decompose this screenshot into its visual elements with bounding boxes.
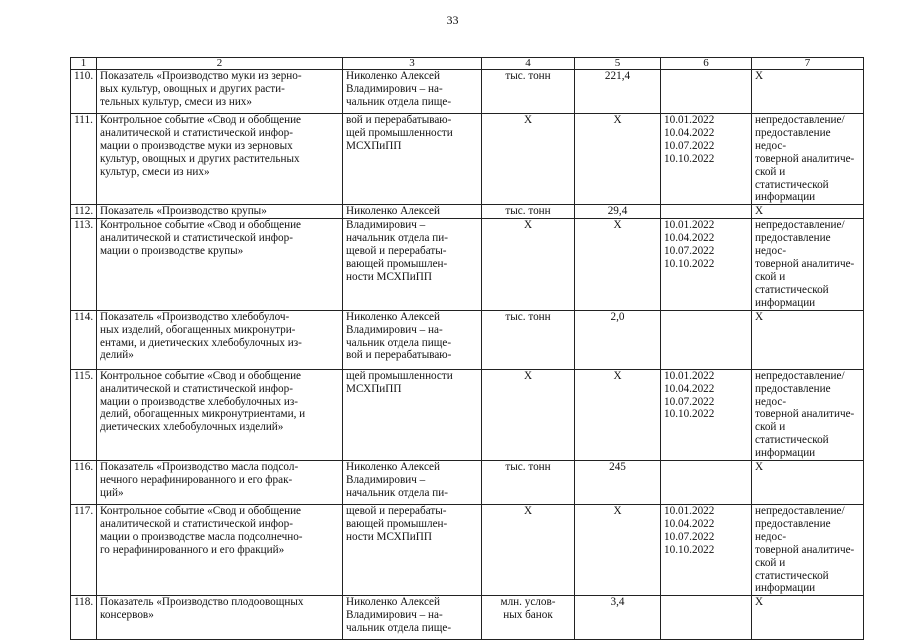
row-number: 112.: [71, 205, 97, 219]
row-number: 113.: [71, 219, 97, 310]
row-number: 118.: [71, 596, 97, 640]
risk-cell: [752, 205, 864, 219]
unit-text: Х: [523, 369, 533, 382]
column-header: 7: [752, 58, 864, 70]
indicator-text: Показатель «Производство масла подсол- нечного нерафинированного и его фрак- ций»: [100, 461, 299, 499]
indicator-text: Показатель «Производство крупы»: [100, 205, 267, 218]
indicator-text: Показатель «Производство хлебобулоч- ных изделий, обогащенных микронутри- ентами, и диетических хлебобулочных из- делий»: [100, 310, 302, 362]
responsible-text: щей промышленности МСХПиПП: [346, 369, 453, 395]
dates-cell: [661, 205, 752, 219]
risk-text: Х: [755, 70, 764, 82]
header-row: [71, 58, 864, 70]
risk-cell: [752, 70, 864, 114]
risk-cell: [752, 310, 864, 369]
unit-text: тыс. тонн: [505, 310, 551, 323]
dates-text: 10.01.2022 10.04.2022 10.07.2022 10.10.2022: [664, 505, 715, 556]
indicator-cell: [97, 114, 343, 205]
risk-text: Х: [755, 205, 764, 218]
responsible-text: Николенко Алексей: [346, 205, 441, 218]
responsible-cell: [343, 114, 482, 205]
dates-text: 10.01.2022 10.04.2022 10.07.2022 10.10.2022: [664, 219, 715, 271]
unit-text: Х: [523, 114, 533, 126]
unit-text: тыс. тонн: [505, 461, 551, 474]
indicator-cell: [97, 205, 343, 219]
responsible-text: вой и перерабатываю- щей промышленности МСХПиПП: [346, 114, 453, 152]
responsible-cell: [343, 461, 482, 505]
unit-cell: [482, 114, 575, 205]
indicator-cell: [97, 310, 343, 369]
risk-text: непредоставление/ предоставление недос- товерной аналитиче- ской и статистической информации: [755, 114, 855, 204]
indicator-text: Контрольное событие «Свод и обобщение аналитической и статистической инфор- мации о производстве хлебобулочных из- делий, обогащенных микронутриентами, и диетических хлебобулочных изделий»: [100, 369, 306, 434]
indicator-text: Контрольное событие «Свод и обобщение аналитической и статистической инфор- мации о производстве масла подсолнечно- го нерафинированного и его фракций»: [100, 505, 303, 556]
risk-cell: [752, 505, 864, 596]
responsible-text: Николенко Алексей Владимирович – на- чальник отдела пище- вой и перерабатываю-: [346, 310, 452, 362]
responsible-cell: [343, 310, 482, 369]
row-number: 110.: [71, 70, 97, 114]
dates-cell: [661, 461, 752, 505]
page-number: 33: [446, 13, 459, 27]
value-cell: Х: [575, 369, 661, 460]
row-number: 114.: [71, 310, 97, 369]
indicator-text: Показатель «Производство муки из зерно- вых культур, овощных и других расти- тельных культур, смеси из них»: [100, 70, 302, 108]
unit-cell: [482, 505, 575, 596]
dates-cell: [661, 219, 752, 310]
column-header: 2: [97, 58, 343, 70]
risk-text: Х: [755, 310, 764, 323]
responsible-text: щевой и перерабаты- вающей промышлен- ности МСХПиПП: [346, 505, 448, 543]
dates-cell: [661, 114, 752, 205]
row-number: 116.: [71, 461, 97, 505]
unit-cell: [482, 369, 575, 460]
column-header: 5: [575, 58, 661, 70]
value-cell: 29,4: [575, 205, 661, 219]
dates-cell: [661, 596, 752, 640]
table-row: [71, 369, 864, 460]
indicator-cell: [97, 461, 343, 505]
table-row: [71, 461, 864, 505]
dates-cell: [661, 505, 752, 596]
unit-text: тыс. тонн: [505, 205, 551, 218]
indicator-cell: [97, 596, 343, 640]
risk-cell: [752, 114, 864, 205]
dates-text: 10.01.2022 10.04.2022 10.07.2022 10.10.2022: [664, 114, 715, 165]
table-row: [71, 205, 864, 219]
indicator-cell: [97, 505, 343, 596]
value-cell: 221,4: [575, 70, 661, 114]
risk-text: непредоставление/ предоставление недос- товерной аналитиче- ской и статистической информации: [755, 219, 855, 309]
unit-text: Х: [523, 505, 533, 518]
table-row: [71, 310, 864, 369]
row-number: 115.: [71, 369, 97, 460]
document-table: [70, 57, 864, 640]
risk-cell: [752, 461, 864, 505]
unit-cell: [482, 219, 575, 310]
responsible-text: Николенко Алексей Владимирович – на- чальник отдела пище-: [346, 596, 452, 635]
table-row: [71, 114, 864, 205]
row-number: 117.: [71, 505, 97, 596]
indicator-text: Контрольное событие «Свод и обобщение аналитической и статистической инфор- мации о производстве муки из зерновых культур, овощных и других растительных культур, смеси из них»: [100, 114, 302, 178]
table-row: [71, 596, 864, 640]
unit-cell: [482, 596, 575, 640]
table-row: [71, 70, 864, 114]
column-header: 1: [71, 58, 97, 70]
row-number: 111.: [71, 114, 97, 205]
responsible-cell: [343, 596, 482, 640]
responsible-cell: [343, 369, 482, 460]
value-cell: 245: [575, 461, 661, 505]
responsible-text: Николенко Алексей Владимирович – на- чальник отдела пище-: [346, 70, 452, 108]
risk-cell: [752, 596, 864, 640]
risk-cell: [752, 219, 864, 310]
responsible-cell: [343, 505, 482, 596]
dates-cell: [661, 369, 752, 460]
indicator-cell: [97, 369, 343, 460]
value-cell: 2,0: [575, 310, 661, 369]
responsible-cell: [343, 205, 482, 219]
risk-text: непредоставление/ предоставление недос- товерной аналитиче- ской и статистической информации: [755, 505, 855, 595]
dates-cell: [661, 310, 752, 369]
indicator-text: Показатель «Производство плодоовощных консервов»: [100, 596, 304, 622]
indicator-cell: [97, 70, 343, 114]
unit-cell: [482, 461, 575, 505]
value-cell: Х: [575, 114, 661, 205]
column-header: 4: [482, 58, 575, 70]
risk-text: Х: [755, 461, 764, 474]
responsible-text: Николенко Алексей Владимирович – начальник отдела пи-: [346, 461, 448, 499]
unit-cell: [482, 310, 575, 369]
value-cell: 3,4: [575, 596, 661, 640]
column-header: 3: [343, 58, 482, 70]
responsible-cell: [343, 70, 482, 114]
value-cell: Х: [575, 505, 661, 596]
value-cell: Х: [575, 219, 661, 310]
unit-text: Х: [523, 219, 533, 232]
column-header: 6: [661, 58, 752, 70]
risk-cell: [752, 369, 864, 460]
dates-text: 10.01.2022 10.04.2022 10.07.2022 10.10.2022: [664, 369, 715, 421]
table-row: [71, 505, 864, 596]
dates-cell: [661, 70, 752, 114]
unit-text: тыс. тонн: [505, 70, 551, 82]
unit-text: млн. услов- ных банок: [500, 596, 556, 622]
unit-cell: [482, 205, 575, 219]
risk-text: непредоставление/ предоставление недос- товерной аналитиче- ской и статистической информации: [755, 369, 855, 460]
responsible-text: Владимирович – начальник отдела пи- щевой и перерабаты- вающей промышлен- ности МСХПиПП: [346, 219, 448, 283]
unit-cell: [482, 70, 575, 114]
risk-text: Х: [755, 596, 764, 609]
indicator-text: Контрольное событие «Свод и обобщение аналитической и статистической инфор- мации о производстве крупы»: [100, 219, 302, 258]
responsible-cell: [343, 219, 482, 310]
table-row: [71, 219, 864, 310]
indicator-cell: [97, 219, 343, 310]
